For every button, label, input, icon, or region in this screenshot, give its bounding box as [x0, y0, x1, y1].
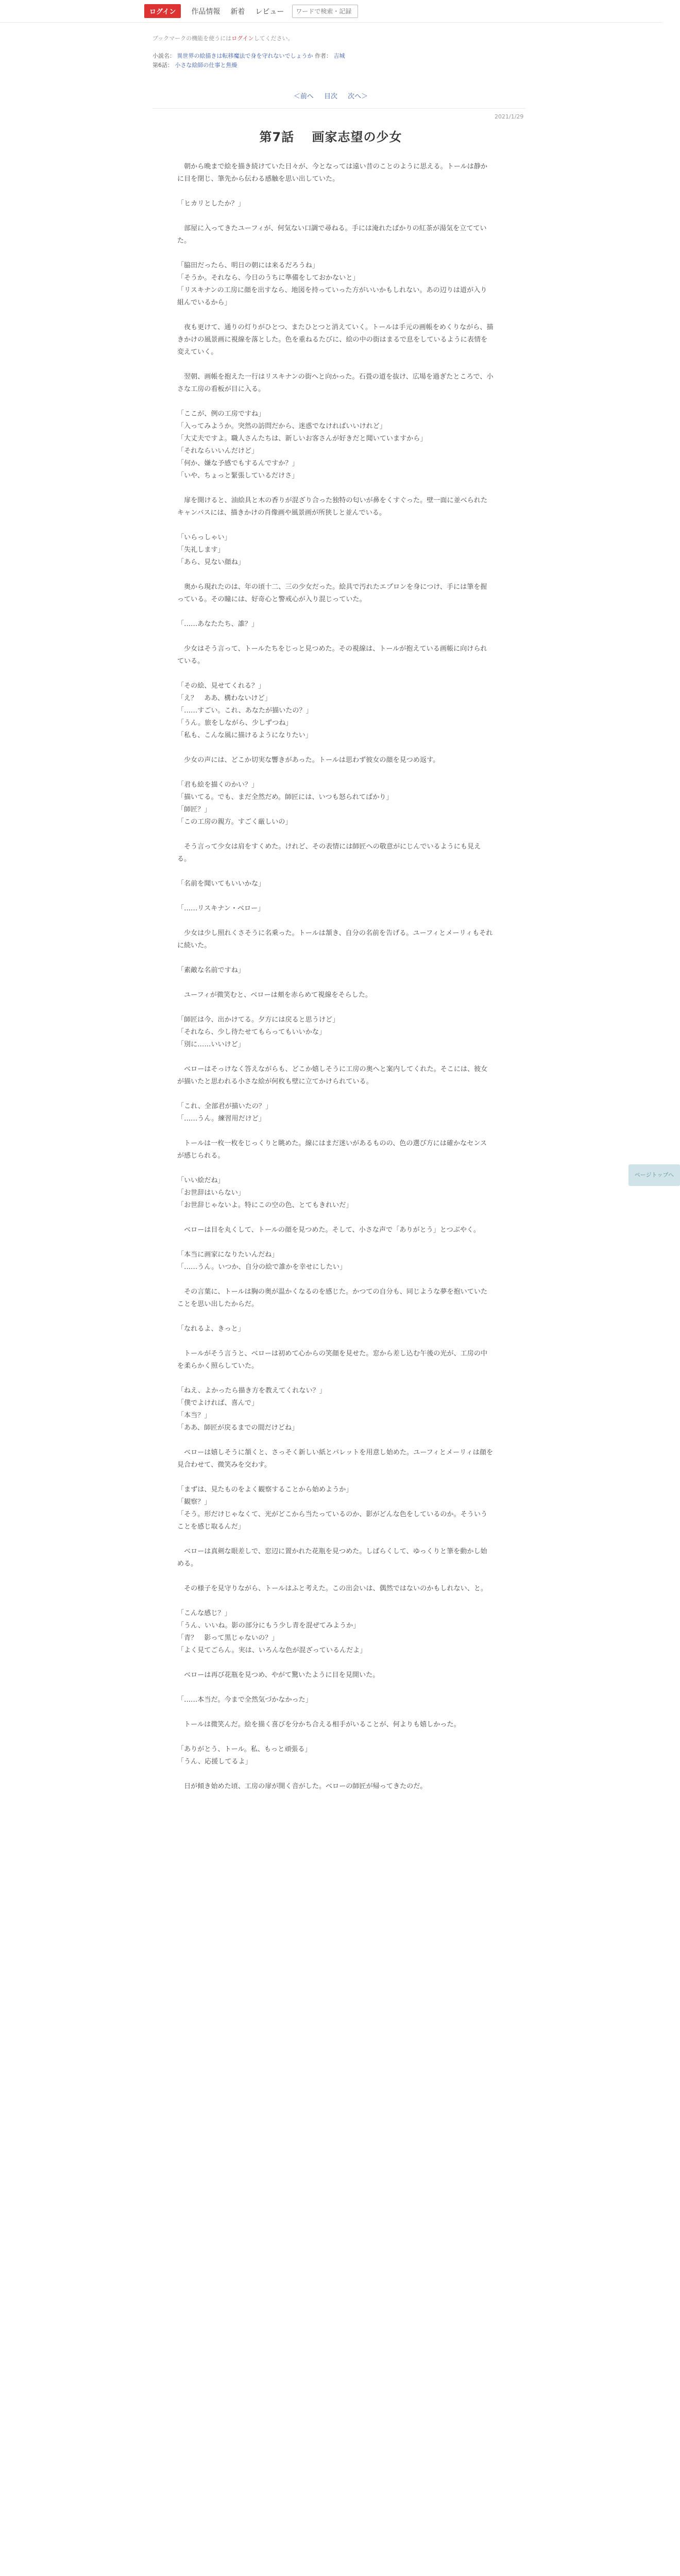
story-paragraph: 「その絵、見せてくれる？」 「え？ ああ、構わないけど」 「……すごい。これ、あなたが描いたの？」 「うん。旅をしながら、少しずつね」 「私も、こんな風に描けるようになりたい」 — [177, 682, 313, 739]
pager-top — [0, 91, 661, 100]
story-paragraph: 「ねえ、よかったら描き方を教えてくれない？」 「僕でよければ、喜んで」 「本当？」 「ああ、師匠が戻るまでの間だけどね」 — [177, 1387, 326, 1432]
story-paragraph: 「……あなたたち、誰？」 — [177, 620, 259, 628]
divider — [152, 108, 525, 109]
page-top-button[interactable]: ページトップへ — [628, 1164, 680, 1186]
next-link[interactable]: 次へ＞ — [348, 93, 368, 100]
top-nav — [144, 4, 358, 18]
story-paragraph: ユーフィが微笑むと、ベローは頬を赤らめて視線をそらした。 — [177, 991, 372, 999]
story-paragraph: その様子を見守りながら、トールはふと考えた。この出会いは、偶然ではないのかもしれない、と。 — [177, 1585, 488, 1592]
breadcrumb-line-1 — [152, 52, 345, 61]
story-paragraph: 「いい絵だね」 「お世辞はいらない」 「お世辞じゃないよ。特にこの空の色、とてもきれいだ」 — [177, 1177, 353, 1209]
login-button[interactable]: ログイン — [144, 4, 181, 18]
nav-item-works[interactable]: 作品情報 — [191, 7, 220, 16]
notice-login-link[interactable]: ログイン — [231, 35, 254, 42]
story-paragraph: 「本当に画家になりたいんだね」 「……うん。いつか、自分の絵で誰かを幸せにしたい」 — [177, 1251, 347, 1271]
story-paragraph: 少女はそう言って、トールたちをじっと見つめた。その視線は、トールが抱えている画帳に向けられている。 — [177, 645, 487, 665]
nav-item-new[interactable]: 新着 — [230, 7, 245, 16]
story-paragraph: ベローは真剣な眼差しで、窓辺に置かれた花瓶を見つめた。しばらくして、ゆっくりと筆を動かし始める。 — [177, 1548, 487, 1568]
story-paragraph: 「ヒカリとしたか？」 — [177, 200, 245, 208]
author-label: 作者： — [315, 53, 332, 59]
story-paragraph: 「名前を聞いてもいいかな」 — [177, 880, 265, 888]
breadcrumb-line-2 — [152, 61, 345, 70]
story-paragraph: 「ありがとう、トール。私、もっと頑張る」 「うん、応援してるよ」 — [177, 1745, 312, 1766]
toc-link[interactable]: 目次 — [324, 93, 337, 100]
story-paragraph: トールは一枚一枚をじっくりと眺めた。線にはまだ迷いがあるものの、色の選び方には確かなセンスが感じられる。 — [177, 1140, 487, 1160]
author-link[interactable]: 吉城 — [333, 53, 345, 59]
story-paragraph: トールは微笑んだ。絵を描く喜びを分かち合える相手がいることが、何よりも嬉しかった。 — [177, 1721, 461, 1728]
story-paragraph: 少女の声には、どこか切実な響きがあった。トールは思わず彼女の顔を見つめ返す。 — [177, 756, 440, 764]
top-bar — [0, 0, 661, 23]
story-paragraph: そう言って少女は肩をすくめた。けれど、その表情には師匠への敬意がにじんでいるようにも見える。 — [177, 843, 481, 863]
story-paragraph: 「……リスキナン・ベロー」 — [177, 905, 265, 912]
chapter-title: 第7話 画家志望の少女 — [259, 130, 402, 144]
post-date: 2021/1/29 — [495, 113, 524, 120]
notice-before: ブックマークの機能を使うには — [152, 35, 232, 42]
story-paragraph: 「これ、全部君が描いたの？」 「……うん。練習用だけど」 — [177, 1103, 273, 1123]
story-paragraph: 「まずは、見たものをよく観察することから始めようか」 「観察？」 「そう。形だけじゃなくて、光がどこから当たっているのか、影がどんな色をしているのか。そういうことを感じ取るんだ」 — [177, 1486, 488, 1531]
novel-label: 小説名： — [152, 53, 175, 59]
story-paragraph: ベローは目を丸くして、トールの顔を見つめた。そして、小さな声で「ありがとう」とつぶやく。 — [177, 1226, 480, 1234]
story-body — [177, 161, 494, 1805]
story-paragraph: 夜も更けて、通りの灯りがひとつ、またひとつと消えていく。トールは手元の画帳をめくりながら、描きかけの風景画に視線を落とした。色を重ねるたびに、絵の中の街はまるで息をしているように表情を変えていく。 — [177, 324, 494, 356]
prev-link[interactable]: ＜前へ — [293, 93, 314, 100]
story-paragraph: 「いらっしゃい」 「失礼します」 「あら、見ない顔ね」 — [177, 534, 245, 566]
story-paragraph: 日が傾き始めた頃、工房の扉が開く音がした。ベローの師匠が帰ってきたのだ。 — [177, 1783, 427, 1790]
story-paragraph: トールがそう言うと、ベローは初めて心からの笑顔を見せた。窓から差し込む午後の光が、工房の中を柔らかく照らしていた。 — [177, 1350, 488, 1370]
story-paragraph: ベローは再び花瓶を見つめ、やがて驚いたように目を見開いた。 — [177, 1671, 380, 1679]
story-paragraph: 「……本当だ。今まで全然気づかなかった」 — [177, 1696, 312, 1704]
story-paragraph: 「師匠は今、出かけてる。夕方には戻ると思うけど」 「それなら、少し待たせてもらってもいいかな」 「別に……いいけど」 — [177, 1016, 339, 1048]
story-paragraph: 「素敵な名前ですね」 — [177, 967, 245, 974]
story-paragraph: 翌朝、画帳を抱えた一行はリスキナンの街へと向かった。石畳の道を抜け、広場を過ぎたところで、小さな工房の看板が目に入る。 — [177, 373, 494, 393]
story-paragraph: 奥から現れたのは、年の頃十二、三の少女だった。絵具で汚れたエプロンを身につけ、手には筆を握っている。その瞳には、好奇心と警戒心が入り混じっていた。 — [177, 583, 487, 603]
story-paragraph: 「なれるよ、きっと」 — [177, 1325, 245, 1333]
story-paragraph: 「こんな感じ？」 「うん、いいね。影の部分にもう少し青を混ぜてみようか」 「青？ 影って黒じゃないの？」 「よく見てごらん。実は、いろんな色が混ざっているんだよ」 — [177, 1609, 367, 1654]
story-paragraph: 朝から晩まで絵を描き続けていた日々が、今となっては遠い昔のことのように思える。トールは静かに目を閉じ、筆先から伝わる感触を思い出していた。 — [177, 163, 488, 183]
story-paragraph: 「ここが、例の工房ですね」 「入ってみようか。突然の訪問だから、迷惑でなければいいけれど」 「大丈夫ですよ。職人さんたちは、新しいお客さんが好きだと聞いていますから」 「それならいいんだけど」 「何か、嫌な予感でもするんですか？」 「いや、ちょっと緊張しているだけさ」 — [177, 410, 427, 480]
story-paragraph: その言葉に、トールは胸の奥が温かくなるのを感じた。かつての自分も、同じような夢を抱いていたことを思い出したからだ。 — [177, 1288, 488, 1308]
story-paragraph: ベローはそっけなく答えながらも、どこか嬉しそうに工房の奥へと案内してくれた。そこには、彼女が描いたと思われる小さな絵が何枚も壁に立てかけられている。 — [177, 1065, 488, 1086]
notice-after: してください。 — [253, 35, 294, 42]
novel-title-link[interactable]: 異世界の絵描きは転移魔法で身を守れないでしょうか — [177, 53, 313, 59]
breadcrumb — [152, 52, 345, 70]
story-paragraph: ベローは嬉しそうに頷くと、さっそく新しい紙とパレットを用意し始めた。ユーフィとメーリィは顔を見合わせて、微笑みを交わす。 — [177, 1449, 494, 1469]
prev-episode-label: 第6話： — [152, 62, 173, 69]
story-paragraph: 「君も絵を描くのかい？」 「描いてる。でも、まだ全然だめ。師匠には、いつも怒られてばかり」 「師匠？」 「この工房の親方。すごく厳しいの」 — [177, 781, 393, 826]
search-input[interactable] — [292, 5, 358, 18]
bookmark-notice — [152, 34, 294, 42]
story-paragraph: 部屋に入ってきたユーフィが、何気ない口調で尋ねる。手には淹れたばかりの紅茶が湯気を立てていた。 — [177, 225, 487, 245]
story-paragraph: 扉を開けると、油絵具と木の香りが混ざり合った独特の匂いが鼻をくすぐった。壁一面に並べられたキャンバスには、描きかけの肖像画や風景画が所狭しと並んでいる。 — [177, 497, 488, 517]
prev-episode-link[interactable]: 小さな絵師の仕事と焦燥 — [175, 62, 237, 69]
story-paragraph: 少女は少し照れくさそうに名乗った。トールは頷き、自分の名前を告げる。ユーフィとメーリィもそれに続いた。 — [177, 929, 493, 950]
story-paragraph: 「脇田だったら、明日の朝には来るだろうね」 「そうか。それなら、今日のうちに準備をしておかないと」 「リスキナンの工房に顔を出すなら、地図を持っていった方がいいかもしれない。あの辺りは道が入り組んでいるから」 — [177, 262, 487, 307]
nav-item-review[interactable]: レビュー — [255, 7, 284, 16]
